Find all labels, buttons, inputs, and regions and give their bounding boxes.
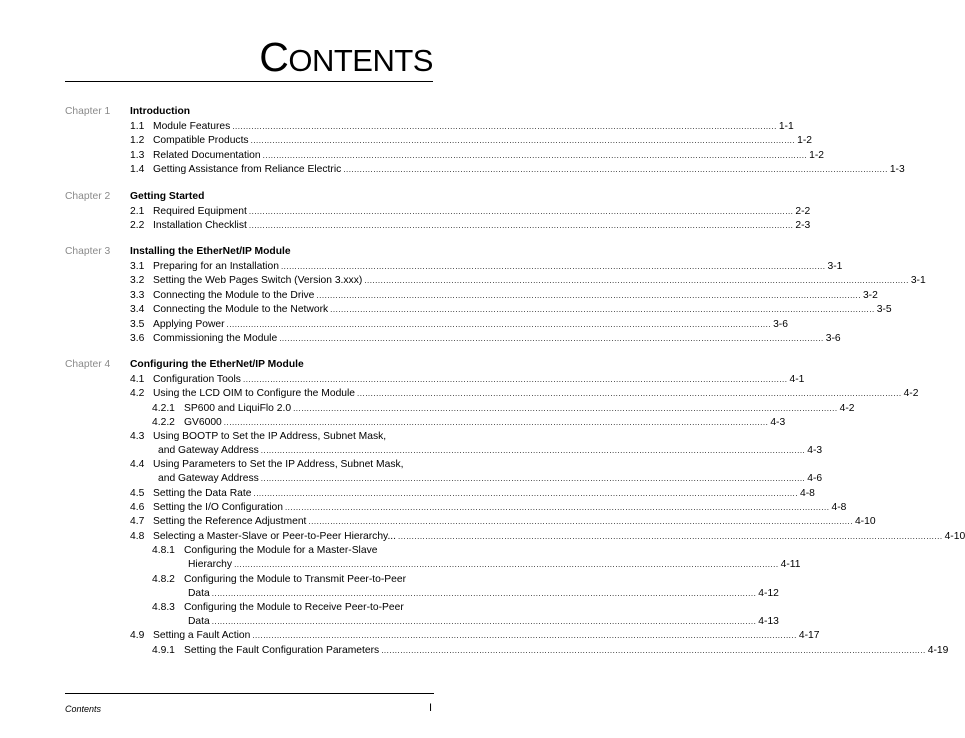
toc-entry-number: 4.8.2 — [152, 573, 175, 585]
toc-entry — [130, 332, 841, 345]
toc-entry-number: 1.1 — [130, 121, 145, 132]
toc-entry-label — [130, 629, 250, 642]
leader-dots: ........................................................................................................................................................................................................ — [316, 290, 861, 300]
leader-dots: ........................................................................................................................................................................................................ — [234, 560, 779, 570]
toc-entry-label — [130, 487, 251, 500]
leader-dots: ........................................................................................................................................................................................................ — [252, 631, 797, 641]
toc-entry — [130, 149, 825, 162]
toc-entry-page: 3-6 — [773, 318, 788, 330]
toc-entry-number: 2.2 — [130, 220, 145, 232]
toc-entry — [130, 318, 788, 331]
toc-entry-number: 4.2 — [130, 388, 145, 400]
toc-entry — [130, 373, 805, 386]
toc-entry-label — [130, 530, 396, 543]
toc-entry-page: 2-2 — [795, 206, 811, 217]
toc-entry-text: Setting a Fault Action — [153, 630, 251, 642]
toc-entry-number: 4.9 — [130, 630, 145, 642]
toc-entry-page: 4-6 — [807, 473, 823, 485]
toc-entry-page: 4-13 — [758, 616, 779, 627]
toc-entry-line1 — [152, 544, 377, 557]
toc-entry — [130, 289, 878, 302]
toc-entry-text: Using Parameters to Set the IP Address, Subnet Mask, — [153, 459, 404, 471]
toc-entry — [188, 558, 801, 571]
toc-entry-number: 3.5 — [130, 318, 145, 330]
toc-entry-label — [130, 205, 247, 218]
toc-entry-text: Getting Assistance from Reliance Electric — [153, 164, 342, 176]
toc-entry-label — [130, 219, 247, 232]
toc-entry-line1 — [130, 458, 404, 471]
toc-entry-label — [152, 416, 222, 429]
toc-entry — [152, 402, 855, 415]
toc-entry — [152, 644, 949, 657]
leader-dots: ........................................................................................................................................................................................................ — [280, 262, 826, 271]
toc-entry-text: Setting the Fault Configuration Parameters — [184, 644, 380, 656]
toc-entry-text: Applying Power — [153, 318, 225, 330]
chapter-label: Chapter 4 — [65, 359, 111, 370]
toc-entry-continuation: and Gateway Address — [158, 444, 259, 456]
toc-entry-number: 3.1 — [130, 261, 145, 272]
toc-entry-page: 3-1 — [827, 261, 843, 272]
toc-entry-page: 4-12 — [758, 587, 779, 599]
chapter-title: Configuring the EtherNet/IP Module — [130, 359, 304, 370]
toc-entry-text: Module Features — [153, 121, 231, 132]
leader-dots: ........................................................................................................................................................................................................ — [262, 150, 808, 160]
toc-entry — [130, 501, 847, 514]
chapter-label: Chapter 3 — [65, 246, 111, 257]
toc-entry — [158, 472, 823, 485]
toc-entry-label — [130, 260, 279, 273]
leader-dots: ........................................................................................................................................................................................................ — [260, 445, 806, 455]
leader-dots: ........................................................................................................................................................................................................ — [343, 165, 888, 175]
leader-dots: ........................................................................................................................................................................................................ — [248, 207, 794, 216]
toc-entry-text: Commissioning the Module — [153, 333, 278, 344]
toc-entry-continuation: Data — [188, 587, 210, 599]
leader-dots: ........................................................................................................................................................................................................ — [223, 417, 769, 427]
toc-entry — [130, 274, 926, 287]
toc-entry-text: GV6000 — [184, 416, 222, 428]
toc-entry-number: 4.6 — [130, 502, 145, 513]
footer-section: Contents — [65, 704, 102, 714]
toc-entry — [130, 487, 815, 500]
toc-entry-page: 1-3 — [889, 164, 905, 176]
toc-entry-label — [152, 644, 379, 657]
toc-entry-label — [130, 120, 230, 133]
page-title-initial: C — [259, 34, 289, 80]
toc-entry-page: 1-2 — [797, 135, 812, 147]
toc-entry-label — [130, 373, 241, 386]
leader-dots: ........................................................................................................................................................................................................ — [211, 617, 757, 626]
toc-entry-text: Using the LCD OIM to Configure the Module — [153, 388, 356, 400]
toc-entry-label — [152, 402, 291, 415]
leader-dots: ........................................................................................................................................................................................................ — [308, 517, 853, 527]
toc-entry-text: Related Documentation — [153, 149, 261, 161]
toc-entry-text: Installation Checklist — [153, 220, 247, 232]
toc-entry-text: Connecting the Module to the Network — [153, 304, 329, 316]
toc-entry-page: 3-6 — [825, 333, 841, 344]
leader-dots: ........................................................................................................................................................................................................ — [381, 645, 926, 655]
toc-entry-label — [130, 303, 328, 316]
chapter-title: Installing the EtherNet/IP Module — [130, 246, 291, 257]
toc-entry-number: 4.5 — [130, 487, 145, 499]
toc-entry-line1 — [130, 430, 386, 443]
page-title-rest: ONTENTS — [288, 43, 433, 78]
toc-entry — [130, 120, 794, 133]
toc-entry — [130, 163, 905, 176]
toc-entry-page: 1-1 — [778, 121, 794, 132]
toc-entry-page: 3-2 — [862, 289, 878, 301]
toc-entry-number: 4.8 — [130, 530, 145, 542]
toc-entry-text: Preparing for an Installation — [153, 261, 279, 272]
toc-entry-text: Connecting the Module to the Drive — [153, 289, 315, 301]
leader-dots: ........................................................................................................................................................................................................ — [330, 305, 875, 315]
toc-entry-label — [130, 501, 283, 514]
toc-entry-text: SP600 and LiquiFlo 2.0 — [184, 402, 292, 414]
toc-entry-number: 3.4 — [130, 304, 145, 316]
toc-entry-number: 4.4 — [130, 459, 145, 471]
toc-entry — [152, 416, 786, 429]
toc-entry — [188, 615, 779, 628]
toc-entry-number: 4.1 — [130, 374, 145, 385]
chapter-title: Getting Started — [130, 191, 205, 202]
toc-entry-page: 4-3 — [770, 416, 786, 428]
bottom-rule — [65, 693, 434, 694]
chapter-label: Chapter 2 — [65, 191, 111, 202]
toc-entry-label — [130, 515, 306, 528]
toc-entry-text: Setting the I/O Configuration — [153, 502, 283, 513]
toc-entry-number: 3.2 — [130, 275, 145, 287]
toc-entry-text: Using BOOTP to Set the IP Address, Subnet Mask, — [153, 430, 387, 442]
toc-entry-continuation: Hierarchy — [188, 559, 233, 571]
toc-entry-label — [130, 149, 261, 162]
toc-entry-text: Configuring the Module to Receive Peer-to-Peer — [184, 602, 404, 613]
toc-entry-label — [130, 332, 277, 345]
toc-entry-page: 2-3 — [795, 220, 811, 232]
toc-entry-page: 4-1 — [789, 374, 805, 385]
toc-entry-number: 1.2 — [130, 135, 145, 147]
leader-dots: ........................................................................................................................................................................................................ — [226, 319, 772, 329]
toc-entry-label — [130, 134, 249, 147]
toc-entry-label — [130, 274, 362, 287]
leader-dots: ........................................................................................................................................................................................................ — [260, 474, 806, 484]
toc-entry-page: 1-2 — [809, 149, 825, 161]
toc-entry-page: 4-3 — [807, 444, 823, 456]
toc-entry-page: 3-5 — [876, 304, 892, 316]
toc-entry-text: Configuration Tools — [153, 374, 241, 385]
toc-entry-continuation: and Gateway Address — [158, 473, 259, 485]
toc-entry-text: Selecting a Master-Slave or Peer-to-Peer Hierarchy... — [153, 530, 397, 542]
toc-entry-page: 4-8 — [831, 502, 847, 513]
leader-dots: ........................................................................................................................................................................................................ — [253, 488, 798, 498]
toc-entry-page: 4-8 — [800, 487, 815, 499]
toc-entry-continuation: Data — [188, 616, 210, 627]
chapter-label: Chapter 1 — [65, 106, 111, 117]
toc-entry-number: 4.2.2 — [152, 416, 175, 428]
leader-dots: ........................................................................................................................................................................................................ — [232, 122, 777, 131]
leader-dots: ........................................................................................................................................................................................................ — [284, 503, 830, 512]
toc-entry-number: 4.2.1 — [152, 402, 175, 414]
toc-entry-number: 4.8.1 — [152, 545, 175, 557]
toc-entry-page: 4-10 — [944, 530, 965, 542]
leader-dots: ........................................................................................................................................................................................................ — [364, 276, 909, 286]
toc-entry — [130, 219, 811, 232]
toc-entry — [130, 515, 876, 528]
toc-entry-label — [130, 387, 355, 400]
toc-entry-number: 1.4 — [130, 164, 145, 176]
leader-dots: ........................................................................................................................................................................................................ — [293, 403, 838, 413]
toc-entry-page: 4-2 — [839, 402, 855, 414]
toc-entry — [130, 303, 892, 316]
toc-entry-number: 2.1 — [130, 206, 145, 217]
toc-entry-text: Setting the Data Rate — [153, 487, 252, 499]
toc-entry-page: 4-17 — [798, 630, 820, 642]
toc-entry — [130, 629, 820, 642]
leader-dots: ........................................................................................................................................................................................................ — [279, 334, 824, 343]
toc-entry-label — [130, 318, 225, 331]
toc-entry-text: Configuring the Module to Transmit Peer-to-Peer — [184, 573, 407, 585]
toc-entry-page: 4-19 — [927, 644, 949, 656]
leader-dots: ........................................................................................................................................................................................................ — [211, 588, 757, 598]
leader-dots: ........................................................................................................................................................................................................ — [242, 375, 788, 384]
chapter-title: Introduction — [130, 106, 191, 117]
toc-entry-number: 3.6 — [130, 333, 145, 344]
toc-entry — [158, 444, 823, 457]
leader-dots: ........................................................................................................................................................................................................ — [357, 389, 902, 399]
toc-entry-number: 4.3 — [130, 430, 145, 442]
toc-entry-page: 4-10 — [854, 516, 876, 528]
toc-entry — [188, 587, 779, 600]
toc-entry — [130, 134, 812, 147]
toc-entry-page: 4-11 — [780, 559, 801, 571]
toc-entry-text: Setting the Reference Adjustment — [153, 516, 307, 528]
leader-dots: ........................................................................................................................................................................................................ — [248, 221, 794, 231]
toc-entry-number: 4.9.1 — [152, 644, 175, 656]
toc-entry-text: Setting the Web Pages Switch (Version 3.xxx) — [153, 275, 363, 287]
toc-entry — [130, 387, 919, 400]
toc-entry-number: 1.3 — [130, 149, 145, 161]
toc-entry-number: 3.3 — [130, 289, 145, 301]
toc-entry-page: 4-2 — [903, 388, 919, 400]
toc-entry-line1 — [152, 601, 404, 614]
toc-entry-label — [130, 289, 314, 302]
toc-entry-line1 — [152, 573, 406, 586]
leader-dots: ........................................................................................................................................................................................................ — [250, 136, 796, 146]
toc-entry-label — [130, 163, 341, 176]
toc-entry-text: Compatible Products — [153, 135, 249, 147]
toc-entry — [130, 205, 811, 218]
toc-entry — [130, 530, 965, 543]
toc-entry — [130, 260, 843, 273]
toc-entry-text: Configuring the Module for a Master-Slave — [184, 545, 378, 557]
toc-entry-page: 3-1 — [910, 275, 926, 287]
toc-entry-text: Required Equipment — [153, 206, 247, 217]
toc-entry-number: 4.7 — [130, 516, 145, 528]
leader-dots: ........................................................................................................................................................................................................ — [398, 531, 943, 541]
toc-entry-number: 4.8.3 — [152, 602, 175, 613]
footer-page-number: I — [429, 702, 433, 714]
